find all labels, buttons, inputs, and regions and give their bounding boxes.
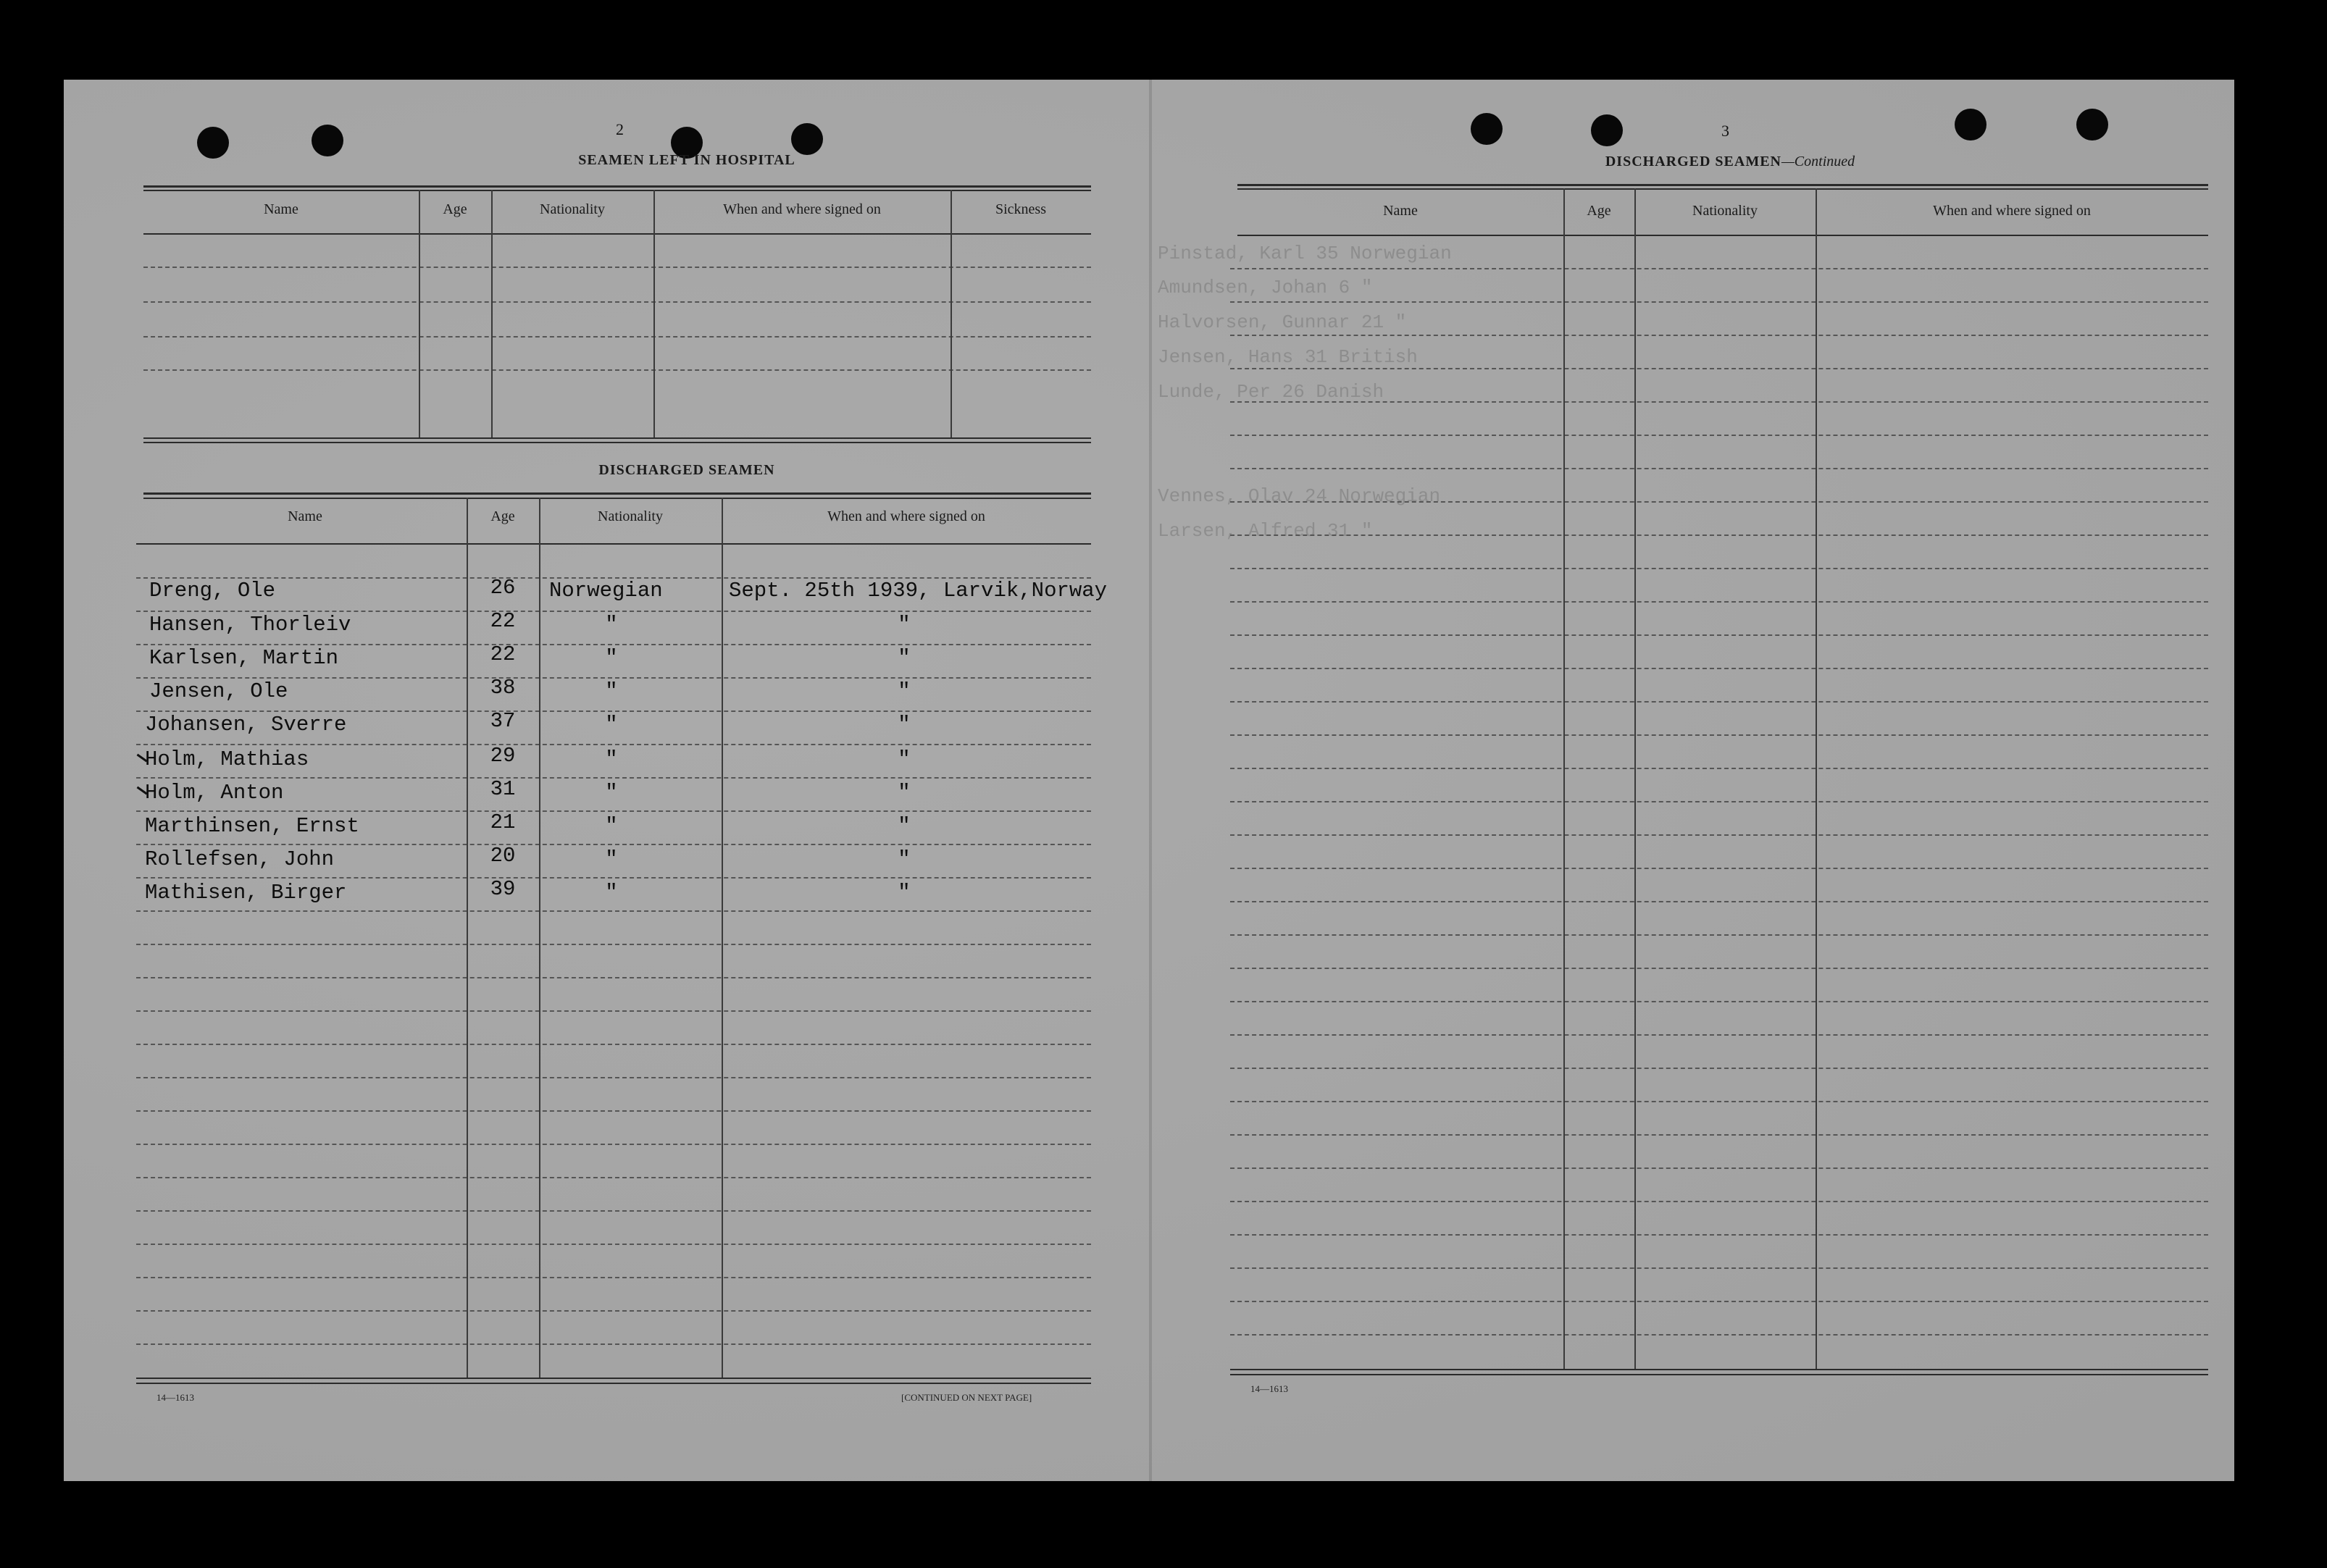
row-rule	[1230, 701, 2208, 703]
table-top-rule	[143, 492, 1091, 495]
table-bottom-rule	[1230, 1374, 2208, 1375]
column-divider	[1816, 188, 1817, 1369]
seaman-age: 29	[490, 744, 516, 768]
row-rule	[143, 336, 1091, 338]
bleed-through-text: Pinstad, Karl 35 Norwegian	[1158, 243, 1452, 264]
seaman-signed-on: "	[898, 881, 911, 905]
table-top-rule	[1237, 184, 2208, 186]
row-rule	[1230, 1134, 2208, 1136]
seaman-nationality: "	[605, 613, 618, 637]
row-rule	[1230, 601, 2208, 603]
row-rule	[1230, 1267, 2208, 1269]
seaman-signed-on: "	[898, 679, 911, 703]
row-rule	[136, 844, 1091, 845]
title-main: DISCHARGED SEAMEN	[1605, 154, 1782, 169]
row-rule	[1230, 734, 2208, 736]
seaman-name: Marthinsen, Ernst	[145, 814, 359, 838]
row-rule	[1230, 934, 2208, 936]
column-header-name: Name	[1383, 203, 1418, 219]
row-rule	[1230, 368, 2208, 369]
row-rule	[1230, 401, 2208, 403]
seaman-age: 20	[490, 844, 516, 868]
punch-hole	[1591, 114, 1623, 146]
seaman-signed-on: "	[898, 814, 911, 838]
row-rule	[136, 1010, 1091, 1012]
row-rule	[136, 810, 1091, 812]
continued-note: [CONTINUED ON NEXT PAGE]	[901, 1392, 1032, 1403]
row-rule	[136, 1244, 1091, 1245]
seaman-signed-on: "	[898, 781, 911, 805]
row-rule	[136, 1044, 1091, 1045]
page-number: 2	[616, 120, 624, 138]
punch-hole	[1955, 109, 1986, 141]
table-bottom-rule	[136, 1383, 1091, 1384]
row-rule	[1230, 568, 2208, 569]
row-rule	[1230, 335, 2208, 336]
row-rule	[136, 1144, 1091, 1145]
title-suffix: —Continued	[1781, 154, 1855, 169]
column-header-name: Name	[288, 508, 322, 524]
row-rule	[143, 301, 1091, 303]
punch-hole	[312, 125, 343, 156]
row-rule	[1230, 668, 2208, 669]
column-header-sickness: Sickness	[995, 201, 1046, 217]
row-rule	[136, 1343, 1091, 1345]
table-top-rule	[143, 190, 1091, 191]
hospital-section-title: SEAMEN LEFT IN HOSPITAL	[578, 152, 795, 168]
column-header-nationality: Nationality	[540, 201, 605, 217]
table-top-rule	[1237, 188, 2208, 190]
seaman-nationality: "	[605, 747, 618, 771]
punch-hole	[2076, 109, 2108, 141]
seaman-signed-on: "	[898, 613, 911, 637]
row-rule	[136, 977, 1091, 978]
seaman-nationality: "	[605, 814, 618, 838]
row-rule	[1230, 1334, 2208, 1336]
bleed-through-text: Amundsen, Johan 6 "	[1158, 277, 1373, 298]
row-rule	[1230, 834, 2208, 836]
seaman-signed-on: Sept. 25th 1939, Larvik,Norway	[729, 579, 1108, 603]
row-rule	[1230, 1301, 2208, 1302]
row-rule	[136, 1210, 1091, 1212]
row-rule	[136, 1110, 1091, 1112]
column-header-age: Age	[1587, 203, 1611, 219]
punch-hole	[197, 127, 229, 159]
row-rule	[136, 1277, 1091, 1278]
page-number: 3	[1721, 122, 1729, 140]
row-rule	[1230, 1234, 2208, 1236]
seaman-age: 31	[490, 777, 516, 801]
row-rule	[1230, 801, 2208, 802]
seaman-age: 38	[490, 676, 516, 700]
column-header-nationality: Nationality	[1692, 203, 1758, 219]
seaman-age: 26	[490, 576, 516, 600]
header-rule	[136, 543, 1091, 545]
seaman-age: 22	[490, 642, 516, 666]
row-rule	[1230, 1101, 2208, 1102]
bleed-through-text: Vennes, Olav 24 Norwegian	[1158, 485, 1441, 507]
header-rule	[1237, 235, 2208, 236]
seaman-nationality: "	[605, 781, 618, 805]
document-sheet	[64, 80, 2234, 1481]
table-bottom-rule	[1230, 1369, 2208, 1370]
column-header-nationality: Nationality	[598, 508, 663, 524]
row-rule	[136, 1077, 1091, 1078]
seaman-name: Dreng, Ole	[149, 579, 276, 603]
seaman-name: Hansen, Thorleiv	[149, 613, 351, 637]
seaman-signed-on: "	[898, 847, 911, 871]
column-divider	[951, 190, 952, 437]
seaman-name: Karlsen, Martin	[149, 646, 339, 670]
seaman-signed-on: "	[898, 646, 911, 670]
center-fold	[1149, 80, 1152, 1481]
bleed-through-text: Halvorsen, Gunnar 21 "	[1158, 311, 1407, 333]
row-rule	[136, 1177, 1091, 1178]
seaman-name: Mathisen, Birger	[145, 881, 347, 905]
discharged-section-title: DISCHARGED SEAMEN	[598, 462, 775, 478]
row-rule	[1230, 268, 2208, 269]
bleed-through-text: Larsen, Alfred 31 "	[1158, 520, 1373, 542]
seaman-name: Holm, Mathias	[145, 747, 309, 771]
row-rule	[1230, 868, 2208, 869]
row-rule	[136, 777, 1091, 779]
row-rule	[136, 1310, 1091, 1312]
row-rule	[1230, 768, 2208, 769]
column-divider	[653, 190, 655, 437]
seaman-name: Jensen, Ole	[149, 679, 288, 703]
form-number: 14—1613	[1250, 1383, 1288, 1394]
row-rule	[1230, 1201, 2208, 1202]
row-rule	[143, 369, 1091, 371]
row-rule	[1230, 968, 2208, 969]
seaman-name: Holm, Anton	[145, 781, 284, 805]
table-bottom-rule	[143, 437, 1091, 439]
seaman-name: Johansen, Sverre	[145, 713, 347, 737]
form-number: 14—1613	[156, 1392, 194, 1403]
seaman-age: 39	[490, 877, 516, 901]
row-rule	[1230, 534, 2208, 536]
column-header-signed-on: When and where signed on	[1933, 203, 2091, 219]
seaman-nationality: "	[605, 847, 618, 871]
seaman-age: 21	[490, 810, 516, 834]
seaman-nationality: "	[605, 679, 618, 703]
row-rule	[1230, 1167, 2208, 1169]
row-rule	[143, 267, 1091, 268]
bleed-through-text: Jensen, Hans 31 British	[1158, 346, 1418, 368]
row-rule	[1230, 1068, 2208, 1069]
column-header-age: Age	[490, 508, 515, 524]
column-header-age: Age	[443, 201, 467, 217]
seaman-signed-on: "	[898, 747, 911, 771]
seaman-age: 37	[490, 709, 516, 733]
column-divider	[722, 498, 723, 1378]
seaman-signed-on: "	[898, 713, 911, 737]
row-rule	[1230, 301, 2208, 303]
row-rule	[1230, 901, 2208, 902]
discharged-continued-title	[1513, 154, 1947, 170]
column-header-signed-on: When and where signed on	[723, 201, 881, 217]
row-rule	[136, 944, 1091, 945]
row-rule	[1230, 1001, 2208, 1002]
table-bottom-rule	[143, 442, 1091, 443]
column-divider	[1563, 188, 1565, 1369]
column-divider	[1634, 188, 1636, 1369]
seaman-nationality: "	[605, 881, 618, 905]
seaman-age: 22	[490, 609, 516, 633]
column-divider	[419, 190, 420, 437]
table-top-rule	[143, 185, 1091, 188]
row-rule	[1230, 435, 2208, 436]
row-rule	[1230, 1034, 2208, 1036]
table-bottom-rule	[136, 1378, 1091, 1379]
row-rule	[1230, 634, 2208, 636]
header-rule	[143, 233, 1091, 235]
row-rule	[1230, 501, 2208, 503]
row-rule	[136, 877, 1091, 879]
seaman-nationality: "	[605, 713, 618, 737]
column-header-signed-on: When and where signed on	[827, 508, 985, 524]
column-header-name: Name	[264, 201, 298, 217]
row-rule	[136, 910, 1091, 912]
bleed-through-text: Lunde, Per 26 Danish	[1158, 381, 1384, 403]
punch-hole	[1471, 113, 1503, 145]
row-rule	[1230, 468, 2208, 469]
row-rule	[136, 744, 1091, 745]
seaman-nationality: "	[605, 646, 618, 670]
punch-hole	[791, 123, 823, 155]
seaman-nationality: Norwegian	[549, 579, 663, 603]
table-top-rule	[143, 498, 1091, 499]
column-divider	[491, 190, 493, 437]
seaman-name: Rollefsen, John	[145, 847, 335, 871]
